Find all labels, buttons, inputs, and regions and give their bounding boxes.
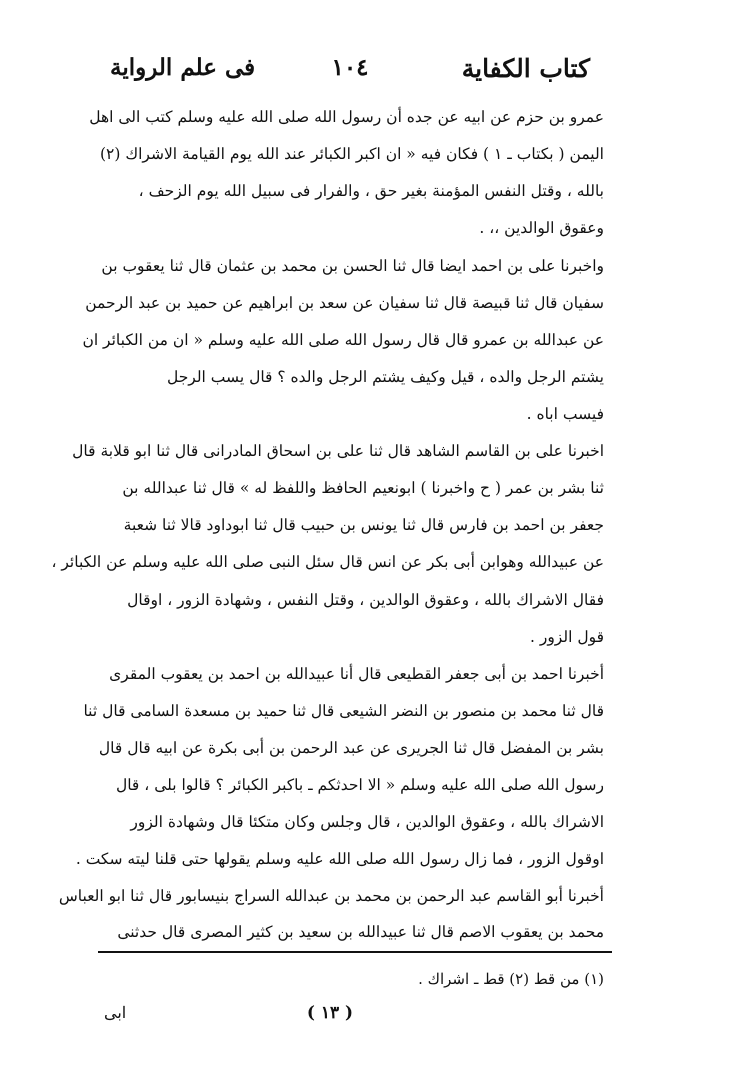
footnote: (١) من قط (٢) قط ـ اشراك .: [418, 970, 604, 988]
text-line: أخبرنا أبو القاسم عبد الرحمن بن محمد بن عبدالله السراج بنيسابور قال ثنا ابو العباس: [58, 887, 604, 905]
footnote-divider: [98, 951, 612, 953]
catchword: ابى: [104, 1003, 127, 1022]
text-line: اخبرنا على بن القاسم الشاهد قال ثنا على بن اسحاق المادرانى قال ثنا ابو قلابة قال: [72, 442, 604, 460]
text-line: عن عبدالله بن عمرو قال قال رسول الله صلى الله عليه وسلم « ان من الكبائر ان: [82, 331, 604, 349]
text-line: عن عبيدالله وهوابن أبى بكر عن انس قال سئل النبى صلى الله عليه وسلم عن الكبائر ،: [51, 553, 604, 571]
text-line: واخبرنا على بن احمد ايضا قال ثنا الحسن بن محمد بن عثمان قال ثنا يعقوب بن: [101, 257, 604, 275]
text-line: اليمن ( بكتاب ـ ١ ) فكان فيه « ان اكبر الكبائر عند الله يوم القيامة الاشراك (٢): [99, 145, 604, 163]
book-subtitle: فى علم الرواية: [110, 54, 256, 81]
text-line: اوقول الزور ، فما زال رسول الله صلى الله عليه وسلم يقولها حتى قلنا ليته سكت .: [75, 850, 604, 868]
signature-mark: ( ١٣ ): [306, 1003, 354, 1023]
page-header: [110, 54, 590, 94]
text-line: يشتم الرجل والده ، قيل وكيف يشتم الرجل والده ؟ قال يسب الرجل: [166, 368, 604, 386]
text-line: الاشراك بالله ، وعقوق الوالدين ، قال وجلس وكان متكئا قال وشهادة الزور: [130, 813, 604, 831]
text-line: بالله ، وقتل النفس المؤمنة بغير حق ، والفرار فى سبيل الله يوم الزحف ،: [138, 182, 604, 200]
text-line: سفيان قال ثنا قبيصة قال ثنا سفيان عن سعد بن ابراهيم عن حميد بن عبد الرحمن: [85, 294, 604, 312]
text-line: رسول الله صلى الله عليه وسلم « الا احدثكم ـ باكبر الكبائر ؟ قالوا بلى ، قال: [115, 776, 604, 794]
text-line: فيسب اباه .: [526, 405, 604, 423]
text-line: وعقوق الوالدين ،، .: [479, 219, 604, 237]
book-title: كتاب الكفاية: [461, 54, 590, 83]
text-line: قال ثنا محمد بن منصور بن النضر الشيعى قال ثنا حميد بن مسعدة السامى قال ثنا: [83, 702, 604, 720]
text-line: جعفر بن احمد بن فارس قال ثنا يونس بن حبيب قال ثنا ابوداود قالا ثنا شعبة: [123, 516, 604, 534]
text-line: عمرو بن حزم عن ابيه عن جده أن رسول الله صلى الله عليه وسلم كتب الى اهل: [89, 108, 604, 126]
page-number: ١٠٤: [331, 54, 369, 81]
text-line: محمد بن يعقوب الاصم قال ثنا عبيدالله بن سعيد بن كثير المصرى قال حدثنى: [117, 923, 604, 941]
text-line: بشر بن المفضل قال ثنا الجريرى عن عبد الرحمن بن أبى بكرة عن ابيه قال قال: [98, 739, 604, 757]
text-line: قول الزور .: [529, 628, 604, 646]
text-line: فقال الاشراك بالله ، وعقوق الوالدين ، وقتل النفس ، وشهادة الزور ، اوقال: [127, 591, 604, 609]
text-line: أخبرنا احمد بن أبى جعفر القطيعى قال أنا عبيدالله بن احمد بن يعقوب المقرى: [109, 665, 604, 683]
text-line: ثنا بشر بن عمر ( ح واخبرنا ) ابونعيم الحافظ واللفظ له » قال ثنا عبدالله بن: [122, 479, 604, 497]
